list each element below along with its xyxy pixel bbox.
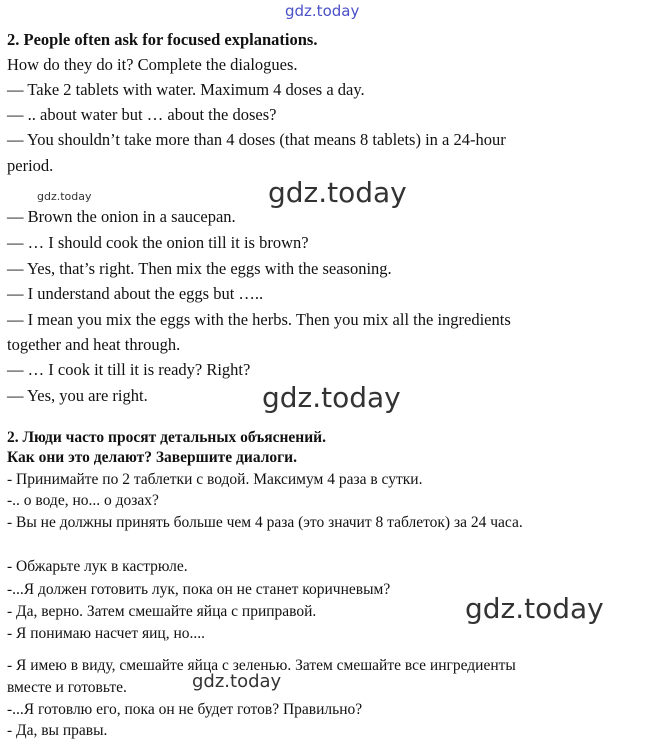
russian-line: -...Я готовлю его, пока он не будет готов? Правильно? <box>7 701 363 718</box>
russian-line: - Я понимаю насчет яиц, но.... <box>7 625 206 642</box>
english-line: — .. about water but … about the doses? <box>7 105 277 124</box>
russian-instruction: Как они это делают? Завершите диалоги. <box>7 449 297 466</box>
watermark-large: gdz.today <box>262 381 401 414</box>
english-line: — Brown the onion in a saucepan. <box>7 207 236 226</box>
english-line: — Yes, that’s right. Then mix the eggs with the seasoning. <box>7 259 392 278</box>
english-line: — … I should cook the onion till it is brown? <box>7 233 309 252</box>
russian-heading: 2. Люди часто просят детальных объяснений. <box>7 429 326 446</box>
english-line: period. <box>7 156 54 175</box>
english-line: together and heat through. <box>7 335 181 354</box>
english-instruction: How do they do it? Complete the dialogues. <box>7 55 298 74</box>
english-line: — … I cook it till it is ready? Right? <box>7 360 251 379</box>
english-line: — I understand about the eggs but ….. <box>7 284 264 303</box>
russian-line: - Вы не должны принять больше чем 4 раза (это значит 8 таблеток) за 24 часа. <box>7 514 523 531</box>
russian-line: -...Я должен готовить лук, пока он не станет коричневым? <box>7 581 391 598</box>
watermark-small: gdz.today <box>37 190 92 203</box>
english-line: — You shouldn’t take more than 4 doses (that means 8 tablets) in a 24-hour <box>7 130 506 149</box>
english-line: — Take 2 tablets with water. Maximum 4 doses a day. <box>7 80 365 99</box>
russian-line: - Обжарьте лук в кастрюле. <box>7 558 188 575</box>
watermark-top: gdz.today <box>285 2 360 20</box>
english-line: — I mean you mix the eggs with the herbs. Then you mix all the ingredients <box>7 310 511 329</box>
russian-line: - Принимайте по 2 таблетки с водой. Максимум 4 раза в сутки. <box>7 471 423 488</box>
russian-line: вместе и готовьте. <box>7 679 127 696</box>
watermark-medium: gdz.today <box>192 671 282 692</box>
russian-line: -.. о воде, но... о дозах? <box>7 492 159 509</box>
english-heading: 2. People often ask for focused explanations. <box>7 30 318 49</box>
russian-line: - Да, верно. Затем смешайте яйца с приправой. <box>7 603 317 620</box>
watermark-large: gdz.today <box>465 592 604 625</box>
russian-line: - Я имею в виду, смешайте яйца с зеленью. Затем смешайте все ингредиенты <box>7 657 516 674</box>
english-line: — Yes, you are right. <box>7 386 148 405</box>
russian-line: - Да, вы правы. <box>7 722 108 739</box>
watermark-large: gdz.today <box>268 176 407 209</box>
